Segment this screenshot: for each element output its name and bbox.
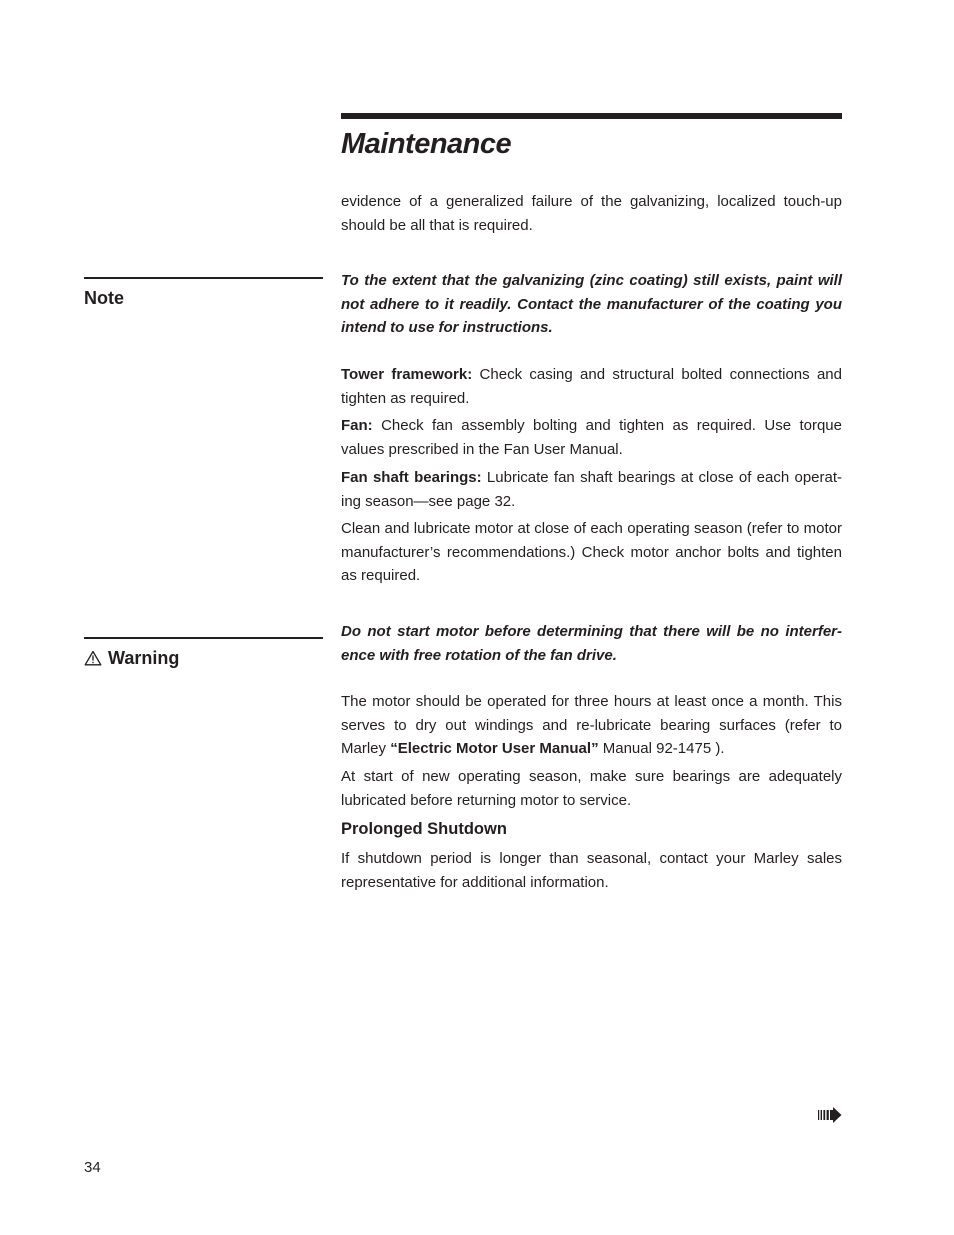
warning-rule bbox=[84, 637, 323, 639]
warning-text: Do not start motor before determining that there will be no interfer-ence with free rotation of the fan drive. bbox=[341, 623, 842, 664]
fan-bearings-text: Lubricate fan shaft bearings at close of each operat-ing season—see page 32. bbox=[341, 469, 843, 510]
note-label: Note bbox=[84, 288, 124, 308]
continue-arrow-icon bbox=[818, 1107, 842, 1128]
fan-bearings-paragraph bbox=[341, 466, 842, 513]
motor-manual-title: “Electric Motor User Manual” bbox=[390, 740, 599, 757]
prolonged-shutdown-paragraph: If shutdown period is longer than seasonal, contact your Marley sales representative for additional information. bbox=[341, 850, 842, 891]
fan-bearings-label: Fan shaft bearings: bbox=[341, 469, 482, 486]
motor-operation-text: The motor should be operated for three hours at least once a month. This serves to dry out windings and re-lubricate bearing surfaces (refer to Marley bbox=[341, 693, 842, 757]
motor-manual-number: Manual 92-1475 ). bbox=[598, 740, 725, 757]
motor-operation-paragraph bbox=[341, 690, 842, 761]
prolonged-shutdown-heading: Prolonged Shutdown bbox=[341, 820, 507, 838]
warning-label: Warning bbox=[108, 648, 180, 668]
intro-paragraph: evidence of a generalized failure of the galvanizing, localized touch-up should be all that is required. bbox=[341, 193, 842, 234]
warning-label-row bbox=[84, 648, 179, 671]
page-title: Maintenance bbox=[341, 128, 512, 160]
tower-framework-label: Tower framework: bbox=[341, 366, 473, 383]
tower-framework-text: Check casing and structural bolted connections and tighten as required. bbox=[341, 366, 842, 407]
tower-framework-paragraph bbox=[341, 363, 842, 410]
page-number: 34 bbox=[84, 1159, 101, 1176]
warning-triangle-icon bbox=[84, 650, 102, 671]
title-rule bbox=[341, 113, 842, 119]
fan-paragraph bbox=[341, 414, 842, 461]
fan-label: Fan: bbox=[341, 417, 373, 434]
season-start-paragraph: At start of new operating season, make sure bearings are adequately lubricated before returning motor to service. bbox=[341, 768, 842, 809]
fan-text: Check fan assembly bolting and tighten as required. Use torque values prescribed in the Fan User Manual. bbox=[341, 417, 842, 458]
note-text: To the extent that the galvanizing (zinc coating) still exists, paint will not adhere to it readily. Contact the manufacturer of the coating you intend to use for instructions. bbox=[341, 272, 842, 336]
motor-maintenance-paragraph: Clean and lubricate motor at close of each operating season (refer to motor manufacturer’s recommendations.) Check motor anchor bolts and tighten as required. bbox=[341, 520, 842, 584]
note-rule bbox=[84, 277, 323, 279]
